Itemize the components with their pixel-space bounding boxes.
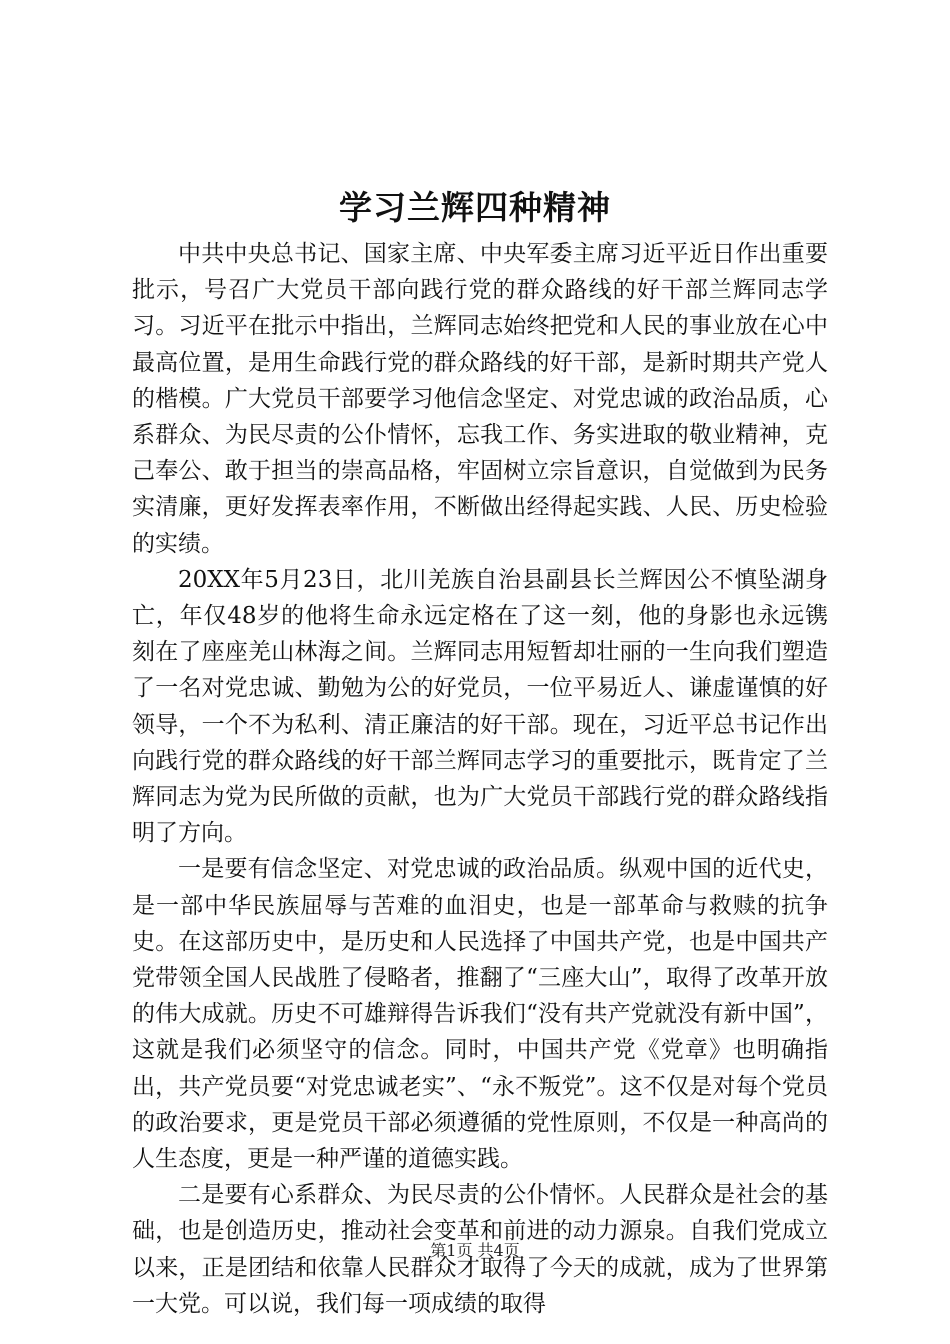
document-body [132,236,828,1322]
document-title: 学习兰辉四种精神 [339,188,611,227]
paragraph-background: 20XX年5月23日，北川羌族自治县副县长兰辉因公不慎坠湖身亡，年仅48岁的他将生命永远定格在了这一刻，他的身影也永远镌刻在了座座羌山林海之间。兰辉同志用短暂却壮丽的一生向我们塑造了一名对党忠诚、勤勉为公的好党员，一位平易近人、谦虚谨慎的好领导，一个不为私利、清正廉洁的好干部。现在，习近平总书记作出向践行党的群众路线的好干部兰辉同志学习的重要批示，既肯定了兰辉同志为党为民所做的贡献，也为广大党员干部践行党的群众路线指明了方向。 [132,566,828,847]
paragraph-point-one: 一是要有信念坚定、对党忠诚的政治品质。纵观中国的近代史，是一部中华民族屈辱与苦难的血泪史，也是一部革命与救赎的抗争史。在这部历史中，是历史和人民选择了中国共产党，也是中国共产党带领全国人民战胜了侵略者，推翻了“三座大山”，取得了改革开放的伟大成就。历史不可雄辩得告诉我们“没有共产党就没有新中国”，这就是我们必须坚守的信念。同时，中国共产党《党章》也明确指出，共产党员要“对党忠诚老实”、“永不叛党”。这不仅是对每个党员的政治要求，更是党员干部必须遵循的党性原则，不仅是一种高尚的人生态度，更是一种严谨的道德实践。 [132,856,828,1173]
paragraph-point-two: 二是要有心系群众、为民尽责的公仆情怀。人民群众是社会的基础，也是创造历史，推动社会变革和前进的动力源泉。自我们党成立以来，正是团结和依靠人民群众才取得了今天的成就，成为了世界第一大党。可以说，我们每一项成绩的取得 [132,1182,828,1317]
page-footer: 第1页 共4页 [430,1241,520,1260]
paragraph-intro: 中共中央总书记、国家主席、中央军委主席习近平近日作出重要批示，号召广大党员干部向践行党的群众路线的好干部兰辉同志学习。习近平在批示中指出，兰辉同志始终把党和人民的事业放在心中最高位置，是用生命践行党的群众路线的好干部，是新时期共产党人的楷模。广大党员干部要学习他信念坚定、对党忠诚的政治品质，心系群众、为民尽责的公仆情怀，忘我工作、务实进取的敬业精神，克己奉公、敢于担当的崇高品格，牢固树立宗旨意识，自觉做到为民务实清廉，更好发挥表率作用，不断做出经得起实践、人民、历史检验的实绩。 [132,241,828,557]
